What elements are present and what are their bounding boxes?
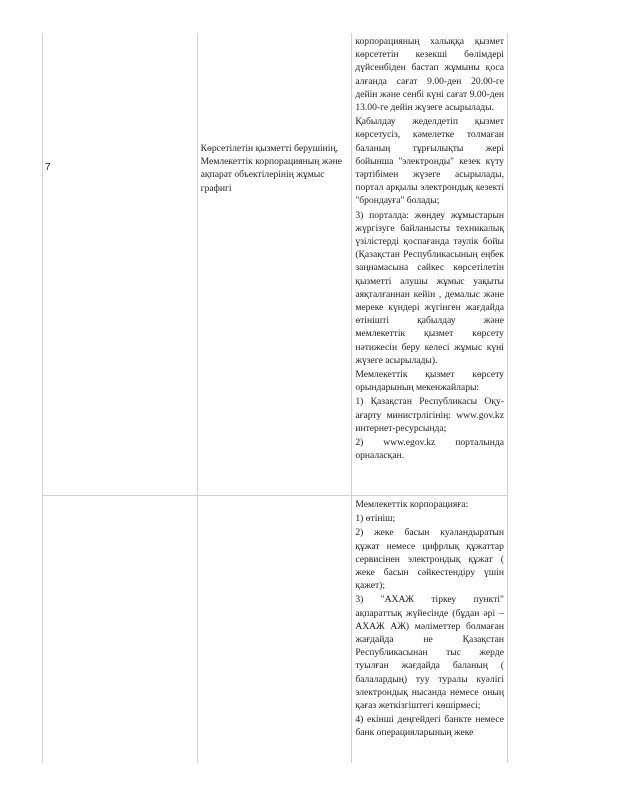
table-row [42, 33, 508, 495]
row-title: Көрсетілетін қызметті берушінің, Мемлекеттік корпорацияның және ақпарат объектілерінің жұмыс графигі [200, 143, 343, 194]
title-cell [198, 33, 353, 495]
number-cell [43, 496, 198, 763]
title-cell [198, 496, 353, 763]
paragraph: 4) екінші деңгейдегі банкте немесе банк операцияларының жеке [355, 714, 504, 739]
paragraph: 1) Қазақстан Республикасы Оқу-ағарту министрлігінің: www.gov.kz интернет-ресурсында; [355, 396, 504, 434]
paragraph: 2) www.egov.kz порталында орналасқан. [355, 437, 504, 462]
number-cell [43, 33, 198, 495]
paragraph: Қабылдау жеделдетіп қызмет көрсетусіз, кәмелетке толмаған баланың тұрғылықты жері бойынша "электронды" кезек күту тәртібімен жүзеге асырылады, портал арқылы электрондық кезекті "брондауға" болады; [355, 116, 504, 207]
paragraph: Мемлекеттік қызмет көрсету орындарының мекенжайлары: [355, 369, 504, 394]
paragraph: 3) "АХАЖ тіркеу пункті" ақпараттық жүйесінде (бұдан әрі – АХАЖ АЖ) мәліметтер болмаған жағдайда не Қазақстан Республикасынан тыс жерде туылған жағдайда баланың ( балалардың) туу туралы куәлігі электрондық нысанда немесе оның қағаз жеткізгіштегі көшірмесі; [355, 594, 504, 712]
content-cell [352, 33, 508, 495]
paragraph: 3) порталда: жөндеу жұмыстарын жүргізуге байланысты техникалық үзілістерді қоспағанда тәулік бойы (Қазақстан Республикасының еңбек заңнамасына сәйкес көрсетілетін қызметті алушы жұмыс уақыты аяқталғаннан кейін , демалыс және мереке күндері жүгінген жағдайда өтінішті қабылдау және мемлекеттік қызмет көрсету нәтижесін беру келесі жұмыс күні жүзеге асырылады). [355, 209, 504, 366]
paragraph: корпорацияның халыққа қызмет көрсететін кезекші бөлімдері дүйсенбіден бастап жұмыны қоса алғанда сағат 9.00-ден 20.00-ге дейін және сенбі күні сағат 9.00-ден 13.00-ге дейін жүзеге асырылады. [355, 36, 504, 114]
paragraph: Мемлекеттік корпорацияға: [355, 499, 469, 510]
paragraph: 2) жеке басын куәландыратын құжат немесе цифрлық құжаттар сервисінен электрондық құжат ( жеке басын сәйкестендіру үшін қажет); [355, 527, 504, 592]
document-table [42, 33, 508, 763]
content-cell [352, 496, 508, 763]
paragraph: 1) өтініш; [355, 513, 396, 525]
row-number: 7 [45, 162, 51, 173]
table-row [42, 495, 508, 763]
